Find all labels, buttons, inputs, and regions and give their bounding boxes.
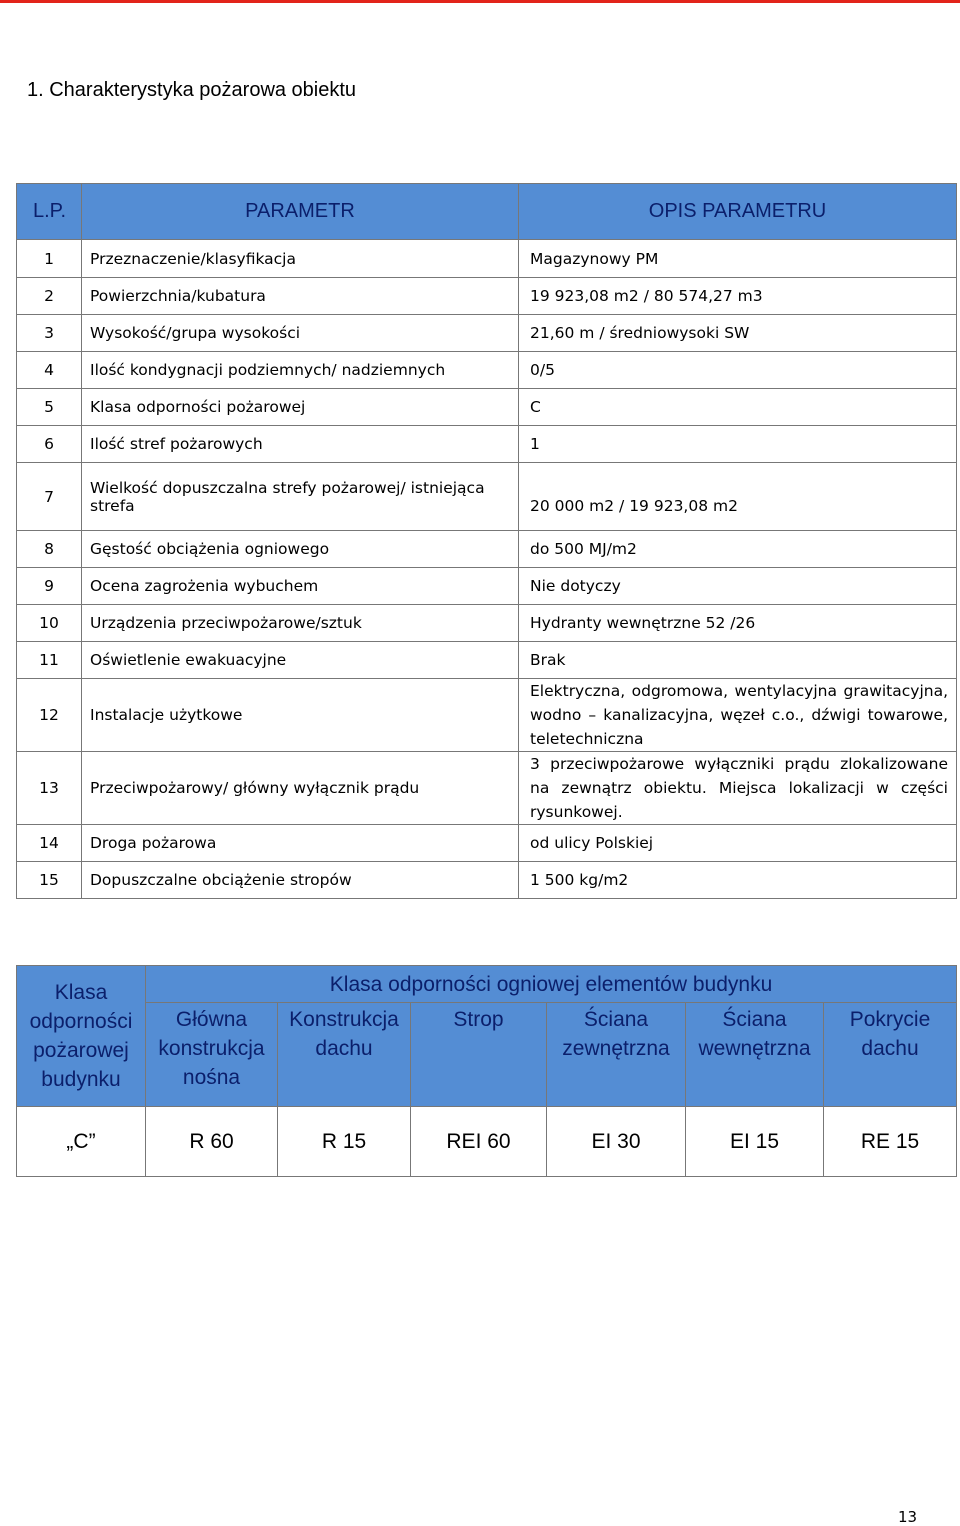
row-value: 20 000 m2 / 19 923,08 m2	[519, 463, 957, 531]
row-value: 21,60 m / średniowysoki SW	[519, 315, 957, 352]
row-number: 7	[17, 463, 82, 531]
header-parametr: PARAMETR	[82, 184, 519, 240]
page-number: 13	[898, 1508, 918, 1526]
row-parameter: Powierzchnia/kubatura	[82, 278, 519, 315]
table-row	[17, 752, 957, 825]
fire-parameters-table	[16, 183, 957, 899]
row-parameter: Dopuszczalne obciążenie stropów	[82, 862, 519, 899]
resistance-value: RE 15	[824, 1107, 957, 1177]
section-heading: 1. Charakterystyka pożarowa obiektu	[27, 79, 357, 101]
table-row	[17, 278, 957, 315]
row-number: 2	[17, 278, 82, 315]
row-parameter: Oświetlenie ewakuacyjne	[82, 642, 519, 679]
class-value: „C”	[17, 1107, 146, 1177]
row-value: Hydranty wewnętrzne 52 /26	[519, 605, 957, 642]
table-row	[17, 463, 957, 531]
column-header: Konstrukcja dachu	[278, 1003, 411, 1107]
row-value: 1 500 kg/m2	[519, 862, 957, 899]
row-number: 12	[17, 679, 82, 752]
row-parameter: Przeznaczenie/klasyfikacja	[82, 240, 519, 278]
table-row	[17, 862, 957, 899]
row-parameter: Ocena zagrożenia wybuchem	[82, 568, 519, 605]
column-header: Pokrycie dachu	[824, 1003, 957, 1107]
row-value: Magazynowy PM	[519, 240, 957, 278]
row-value: do 500 MJ/m2	[519, 531, 957, 568]
row-value: 0/5	[519, 352, 957, 389]
row-number: 14	[17, 825, 82, 862]
resistance-value: REI 60	[411, 1107, 547, 1177]
fire-resistance-table	[16, 965, 957, 1177]
row-parameter: Wielkość dopuszczalna strefy pożarowej/ istniejąca strefa	[82, 463, 519, 531]
row-value: 1	[519, 426, 957, 463]
row-parameter: Gęstość obciążenia ogniowego	[82, 531, 519, 568]
row-value: Brak	[519, 642, 957, 679]
row-number: 10	[17, 605, 82, 642]
row-parameter: Instalacje użytkowe	[82, 679, 519, 752]
row-parameter: Wysokość/grupa wysokości	[82, 315, 519, 352]
resistance-value: R 60	[146, 1107, 278, 1177]
row-value: 3 przeciwpożarowe wyłączniki prądu zlokalizowane na zewnątrz obiektu. Miejsca lokalizacji w części rysunkowej.	[519, 752, 957, 825]
row-parameter: Ilość kondygnacji podziemnych/ nadziemnych	[82, 352, 519, 389]
top-red-rule	[0, 0, 960, 3]
row-value: od ulicy Polskiej	[519, 825, 957, 862]
row-number: 6	[17, 426, 82, 463]
resistance-subheader-row	[17, 1003, 957, 1107]
row-parameter: Przeciwpożarowy/ główny wyłącznik prądu	[82, 752, 519, 825]
table-row	[17, 679, 957, 752]
row-number: 8	[17, 531, 82, 568]
row-parameter: Urządzenia przeciwpożarowe/sztuk	[82, 605, 519, 642]
table-row	[17, 642, 957, 679]
resistance-value: EI 15	[686, 1107, 824, 1177]
table-row	[17, 531, 957, 568]
row-number: 9	[17, 568, 82, 605]
table-header-row	[17, 184, 957, 240]
row-number: 13	[17, 752, 82, 825]
row-value: Nie dotyczy	[519, 568, 957, 605]
column-header: Główna konstrukcja nośna	[146, 1003, 278, 1107]
row-number: 4	[17, 352, 82, 389]
resistance-values-row	[17, 1107, 957, 1177]
table-row	[17, 352, 957, 389]
row-parameter: Klasa odporności pożarowej	[82, 389, 519, 426]
group-header: Klasa odporności ogniowej elementów budynku	[146, 966, 957, 1003]
row-value: C	[519, 389, 957, 426]
table-row	[17, 240, 957, 278]
row-value: 19 923,08 m2 / 80 574,27 m3	[519, 278, 957, 315]
row-value: Elektryczna, odgromowa, wentylacyjna grawitacyjna, wodno – kanalizacyjna, węzeł c.o., dźwigi towarowe, teletechniczna	[519, 679, 957, 752]
header-lp: L.P.	[17, 184, 82, 240]
row-number: 3	[17, 315, 82, 352]
table-row	[17, 568, 957, 605]
table-row	[17, 426, 957, 463]
row-number: 15	[17, 862, 82, 899]
resistance-header-row	[17, 966, 957, 1003]
row-parameter: Droga pożarowa	[82, 825, 519, 862]
row-number: 11	[17, 642, 82, 679]
header-opis: OPIS PARAMETRU	[519, 184, 957, 240]
table-row	[17, 605, 957, 642]
column-header: Strop	[411, 1003, 547, 1107]
class-header: Klasa odporności pożarowej budynku	[17, 966, 146, 1107]
resistance-value: R 15	[278, 1107, 411, 1177]
table-row	[17, 825, 957, 862]
column-header: Ściana wewnętrzna	[686, 1003, 824, 1107]
table-row	[17, 315, 957, 352]
row-parameter: Ilość stref pożarowych	[82, 426, 519, 463]
resistance-value: EI 30	[547, 1107, 686, 1177]
table-row	[17, 389, 957, 426]
column-header: Ściana zewnętrzna	[547, 1003, 686, 1107]
row-number: 1	[17, 240, 82, 278]
row-number: 5	[17, 389, 82, 426]
